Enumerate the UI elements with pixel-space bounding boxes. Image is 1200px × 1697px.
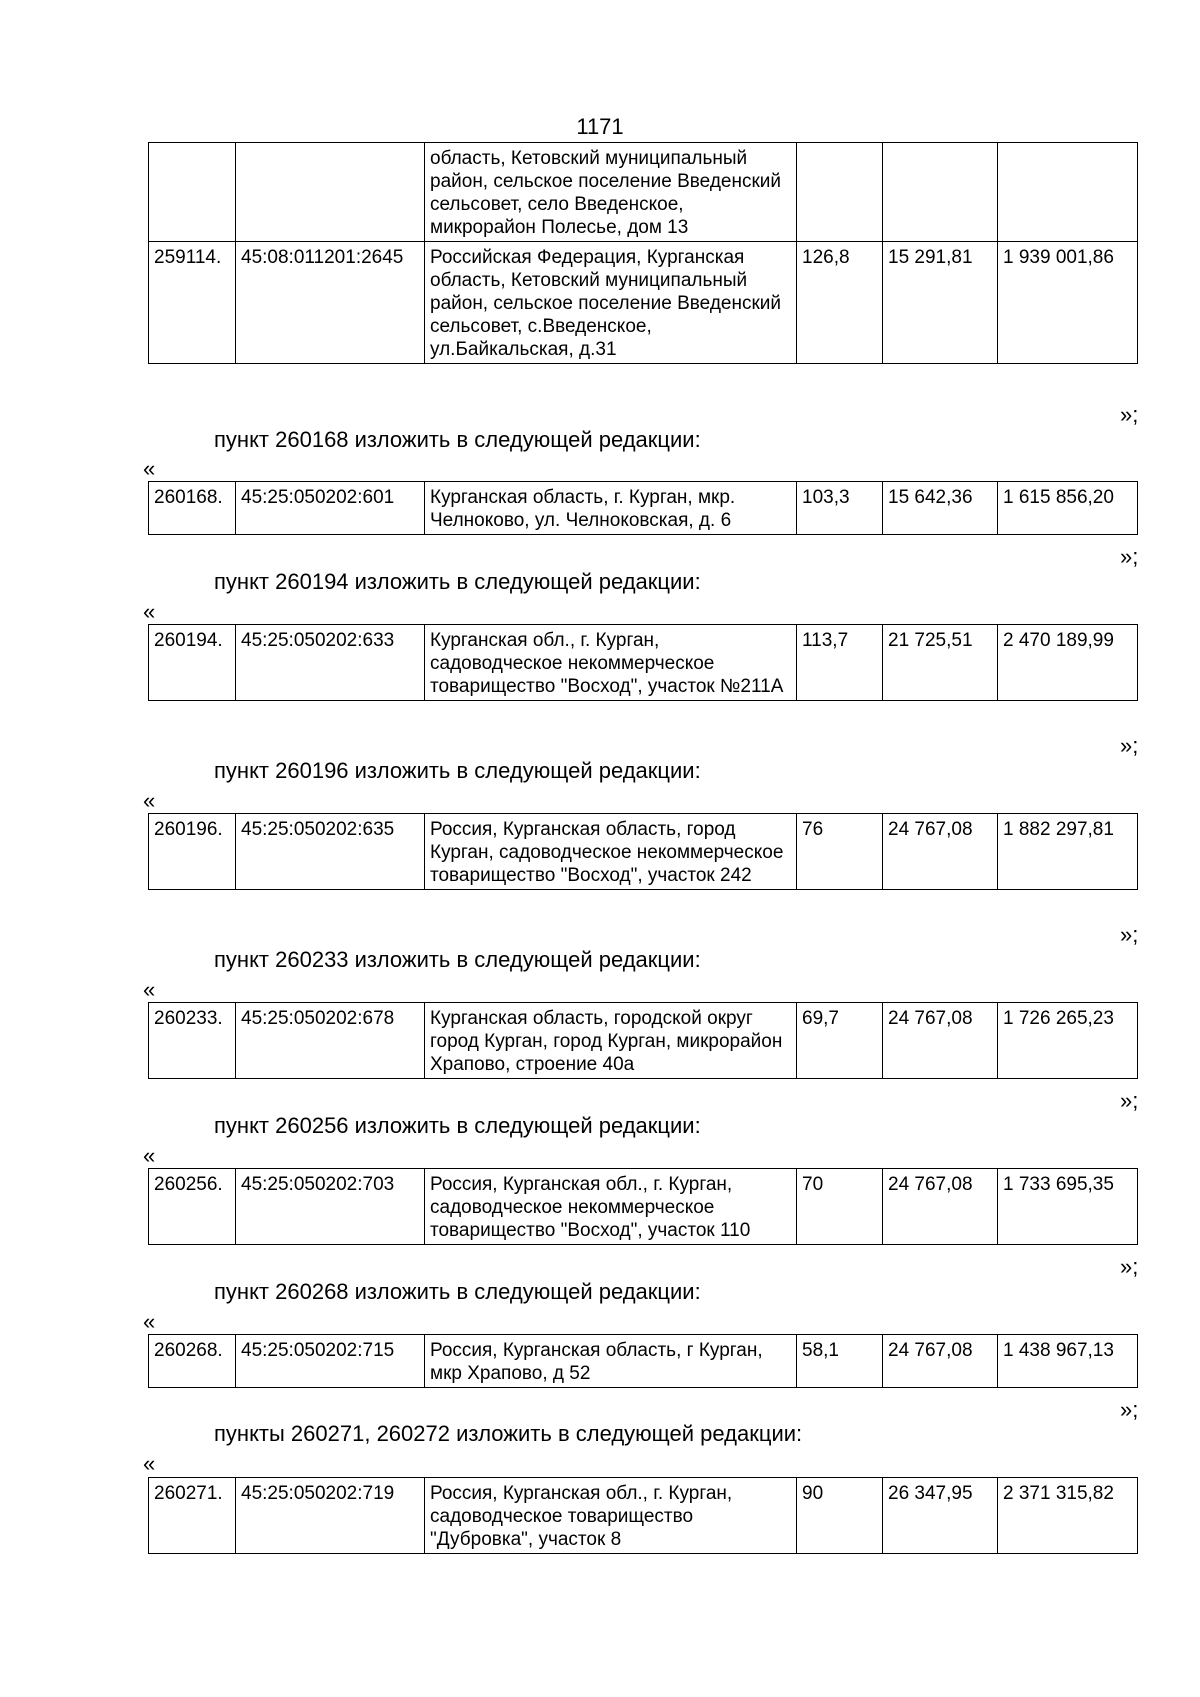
closing-quote: »; xyxy=(1120,544,1139,569)
table-row xyxy=(149,1478,1138,1554)
registry-table xyxy=(148,813,1138,890)
cadastral-number: 45:25:050202:633 xyxy=(236,625,425,701)
section-heading: пункт 260168 изложить в следующей редакции: xyxy=(214,427,701,452)
rate: 15 642,36 xyxy=(883,482,998,535)
closing-quote: »; xyxy=(1120,922,1139,947)
rate: 21 725,51 xyxy=(883,625,998,701)
closing-quote: »; xyxy=(1120,402,1139,427)
registry-table xyxy=(148,1334,1138,1388)
address: Курганская обл., г. Курган, садоводческое некоммерческое товарищество "Восход", участок №211А xyxy=(425,625,797,701)
table-row xyxy=(149,482,1138,535)
cadastral-value: 1 939 001,86 xyxy=(998,242,1138,364)
rate: 24 767,08 xyxy=(883,1335,998,1388)
area: 90 xyxy=(797,1478,883,1554)
rate: 24 767,08 xyxy=(883,1003,998,1079)
section-heading: пункт 260233 изложить в следующей редакции: xyxy=(214,947,701,972)
table-row xyxy=(149,1335,1138,1388)
row-number xyxy=(149,143,236,242)
area: 126,8 xyxy=(797,242,883,364)
row-number: 260196. xyxy=(149,814,236,890)
section-heading: пункт 260256 изложить в следующей редакции: xyxy=(214,1113,701,1138)
row-number: 259114. xyxy=(149,242,236,364)
page-number: 1171 xyxy=(576,114,624,139)
section-heading: пункты 260271, 260272 изложить в следующей редакции: xyxy=(214,1421,803,1446)
table-row xyxy=(149,1003,1138,1079)
cadastral-value: 1 438 967,13 xyxy=(998,1335,1138,1388)
row-number: 260268. xyxy=(149,1335,236,1388)
row-number: 260233. xyxy=(149,1003,236,1079)
address: Россия, Курганская область, г Курган, мкр Храпово, д 52 xyxy=(425,1335,797,1388)
area: 113,7 xyxy=(797,625,883,701)
table-row xyxy=(149,143,1138,242)
cadastral-number: 45:25:050202:601 xyxy=(236,482,425,535)
opening-quote: « xyxy=(143,1451,156,1476)
area: 69,7 xyxy=(797,1003,883,1079)
cadastral-number: 45:25:050202:678 xyxy=(236,1003,425,1079)
cadastral-number: 45:25:050202:719 xyxy=(236,1478,425,1554)
opening-quote: « xyxy=(143,1309,156,1334)
address: Курганская область, г. Курган, мкр. Челноково, ул. Челноковская, д. 6 xyxy=(425,482,797,535)
closing-quote: »; xyxy=(1120,1397,1139,1422)
rate xyxy=(883,143,998,242)
cadastral-number: 45:25:050202:635 xyxy=(236,814,425,890)
table-row xyxy=(149,242,1138,364)
table-row xyxy=(149,814,1138,890)
closing-quote: »; xyxy=(1120,1254,1139,1279)
rate: 26 347,95 xyxy=(883,1478,998,1554)
area xyxy=(797,143,883,242)
opening-quote: « xyxy=(143,977,156,1002)
registry-table-continuation xyxy=(148,142,1138,364)
rate: 24 767,08 xyxy=(883,1169,998,1245)
closing-quote: »; xyxy=(1120,733,1139,758)
cadastral-number xyxy=(236,143,425,242)
registry-table xyxy=(148,1002,1138,1079)
opening-quote: « xyxy=(143,788,156,813)
cadastral-value: 1 733 695,35 xyxy=(998,1169,1138,1245)
area: 70 xyxy=(797,1169,883,1245)
area: 76 xyxy=(797,814,883,890)
cadastral-value: 1 615 856,20 xyxy=(998,482,1138,535)
rate: 24 767,08 xyxy=(883,814,998,890)
section-heading: пункт 260196 изложить в следующей редакции: xyxy=(214,758,701,783)
opening-quote: « xyxy=(143,599,156,624)
cadastral-number: 45:08:011201:2645 xyxy=(236,242,425,364)
cadastral-value: 2 470 189,99 xyxy=(998,625,1138,701)
registry-table xyxy=(148,1168,1138,1245)
opening-quote: « xyxy=(143,1143,156,1168)
cadastral-value: 2 371 315,82 xyxy=(998,1478,1138,1554)
rate: 15 291,81 xyxy=(883,242,998,364)
cadastral-value: 1 882 297,81 xyxy=(998,814,1138,890)
cadastral-value: 1 726 265,23 xyxy=(998,1003,1138,1079)
address: Россия, Курганская обл., г. Курган, садоводческое некоммерческое товарищество "Восход", участок 110 xyxy=(425,1169,797,1245)
registry-table xyxy=(148,481,1138,535)
table-row xyxy=(149,1169,1138,1245)
section-heading: пункт 260194 изложить в следующей редакции: xyxy=(214,569,701,594)
opening-quote: « xyxy=(143,456,156,481)
section-heading: пункт 260268 изложить в следующей редакции: xyxy=(214,1279,701,1304)
row-number: 260271. xyxy=(149,1478,236,1554)
cadastral-value xyxy=(998,143,1138,242)
area: 58,1 xyxy=(797,1335,883,1388)
address: Россия, Курганская область, город Курган, садоводческое некоммерческое товарищество "Восход", участок 242 xyxy=(425,814,797,890)
cadastral-number: 45:25:050202:703 xyxy=(236,1169,425,1245)
row-number: 260194. xyxy=(149,625,236,701)
closing-quote: »; xyxy=(1120,1088,1139,1113)
row-number: 260256. xyxy=(149,1169,236,1245)
table-row xyxy=(149,625,1138,701)
row-number: 260168. xyxy=(149,482,236,535)
registry-table xyxy=(148,1477,1138,1554)
cadastral-number: 45:25:050202:715 xyxy=(236,1335,425,1388)
address: область, Кетовский муниципальный район, сельское поселение Введенский сельсовет, село Введенское, микрорайон Полесье, дом 13 xyxy=(425,143,797,242)
area: 103,3 xyxy=(797,482,883,535)
address: Россия, Курганская обл., г. Курган, садоводческое товарищество "Дубровка", участок 8 xyxy=(425,1478,797,1554)
address: Курганская область, городской округ город Курган, город Курган, микрорайон Храпово, строение 40а xyxy=(425,1003,797,1079)
address: Российская Федерация, Курганская область, Кетовский муниципальный район, сельское поселение Введенский сельсовет, с.Введенское, ул.Байкальская, д.31 xyxy=(425,242,797,364)
registry-table xyxy=(148,624,1138,701)
